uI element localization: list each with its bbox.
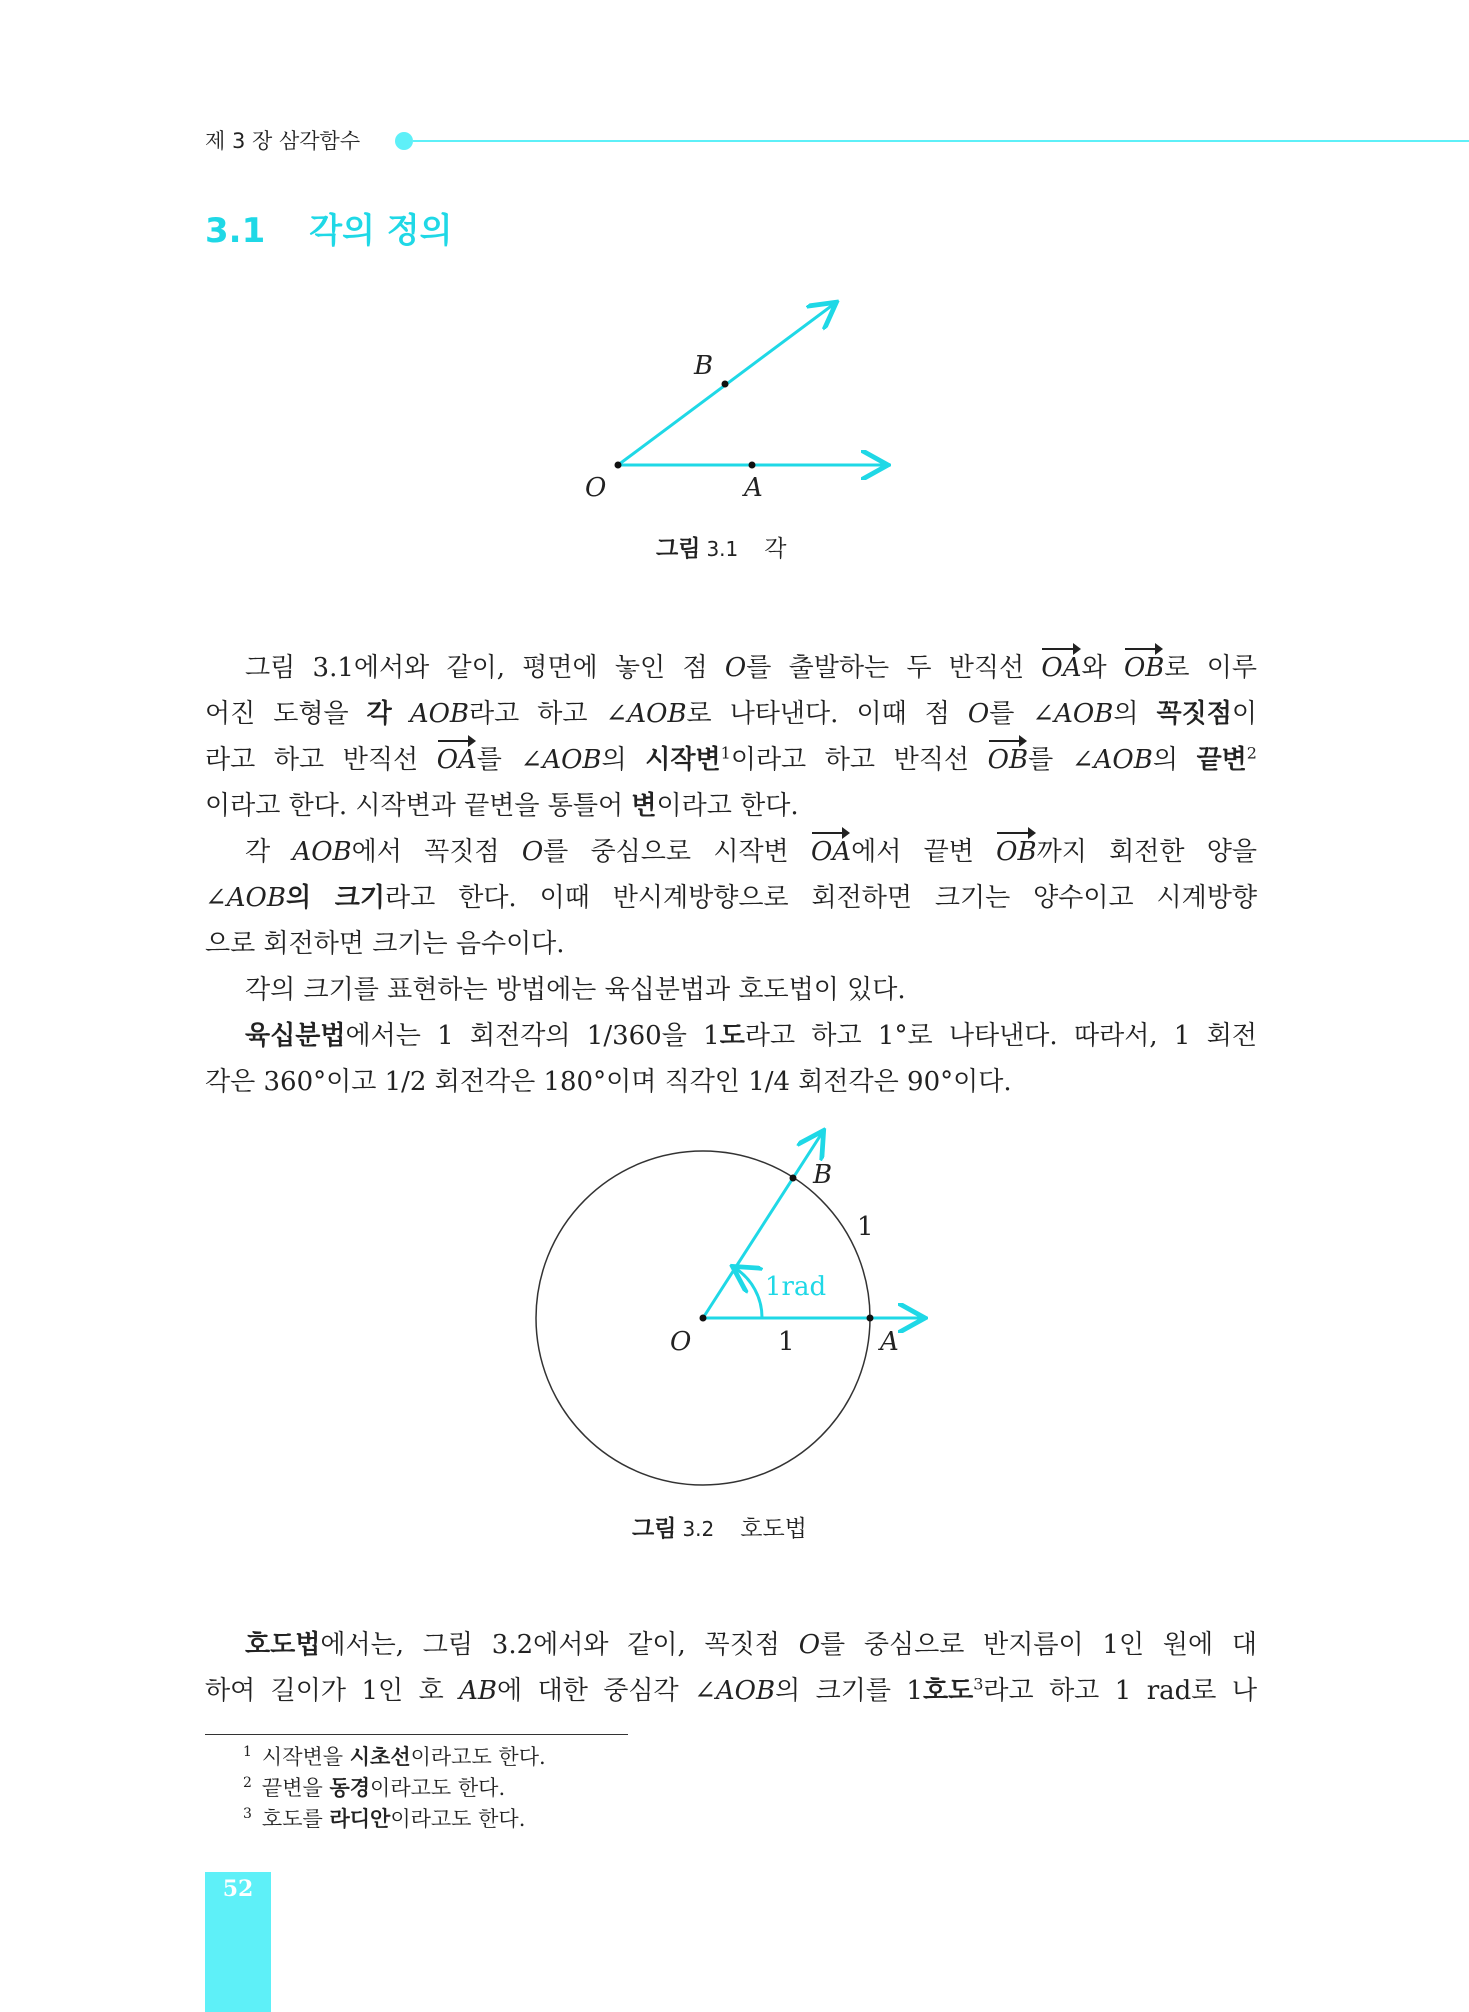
body-text-2	[205, 1622, 1257, 1714]
text-line: 그림 3.1에서와 같이, 평면에 놓인 점 O를 출발하는 두 반직선 OA와 OB로 이루	[205, 645, 1257, 691]
label-o: O	[585, 473, 607, 503]
page-number: 52	[222, 1876, 254, 1902]
text-line: 라고 하고 반직선 OA를 ∠AOB의 시작변$^1$이라고 하고 반직선 OB를 ∠AOB의 끝변$^2$	[205, 737, 1257, 783]
footnote-3: $^3$ 호도를 라디안이라고도 한다.	[243, 1806, 526, 1831]
text-line: 으로 회전하면 크기는 음수이다.	[205, 929, 565, 959]
footnote-2: $^2$ 끝변을 동경이라고도 한다.	[243, 1775, 506, 1800]
label-o: O	[670, 1327, 692, 1357]
text-line: 육십분법에서는 1 회전각의 1/360을 1도라고 하고 1°로 나타낸다. 따라서, 1 회전	[245, 1021, 1258, 1051]
text-line: ∠AOB의 크기라고 한다. 이때 반시계방향으로 회전하면 크기는 양수이고 시계방향	[205, 883, 1257, 913]
footnote-rule	[205, 1734, 628, 1735]
label-b: B	[694, 351, 714, 381]
label-radius: 1	[778, 1327, 795, 1357]
chapter-header: 제 3 장 삼각함수	[205, 129, 361, 153]
label-angle: 1rad	[765, 1272, 827, 1302]
label-b: B	[813, 1160, 833, 1190]
text-line: 각은 360°이고 1/2 회전각은 180°이며 직각인 1/4 회전각은 90°이다.	[205, 1067, 1012, 1097]
text-line: 이라고 한다. 시작변과 끝변을 통틀어 변이라고 한다.	[205, 791, 799, 821]
angle-arc	[735, 1268, 762, 1318]
text-line: 어진 도형을 각 AOB라고 하고 ∠AOB로 나타낸다. 이때 점 O를 ∠AOB의 꼭짓점이	[205, 699, 1257, 729]
footnote-1: $^1$ 시작변을 시초선이라고도 한다.	[243, 1744, 546, 1769]
section-number: 3.1	[205, 211, 266, 251]
text-line: 각 AOB에서 꼭짓점 O를 중심으로 시작변 OA에서 끝변 OB까지 회전한 양을	[205, 829, 1257, 875]
label-arc-length: 1	[857, 1212, 874, 1242]
text-line: 하여 길이가 1인 호 AB에 대한 중심각 ∠AOB의 크기를 1호도$^3$라고 하고 1 rad로 나	[205, 1674, 1257, 1706]
label-a: A	[880, 1327, 899, 1357]
point-a	[867, 1315, 874, 1322]
point-b	[790, 1175, 797, 1182]
figure1-caption: 그림 3.1 각	[656, 536, 787, 562]
section-title-text: 각의 정의	[309, 211, 453, 251]
text-line: 각의 크기를 표현하는 방법에는 육십분법과 호도법이 있다.	[245, 975, 906, 1005]
page-number-tab	[205, 1872, 271, 2012]
point-o	[700, 1315, 707, 1322]
label-a: A	[744, 473, 763, 503]
figure2-caption: 그림 3.2 호도법	[632, 1516, 807, 1542]
text-line: 호도법에서는, 그림 3.2에서와 같이, 꼭짓점 O를 중심으로 반지름이 1인 원에 대	[245, 1630, 1257, 1660]
